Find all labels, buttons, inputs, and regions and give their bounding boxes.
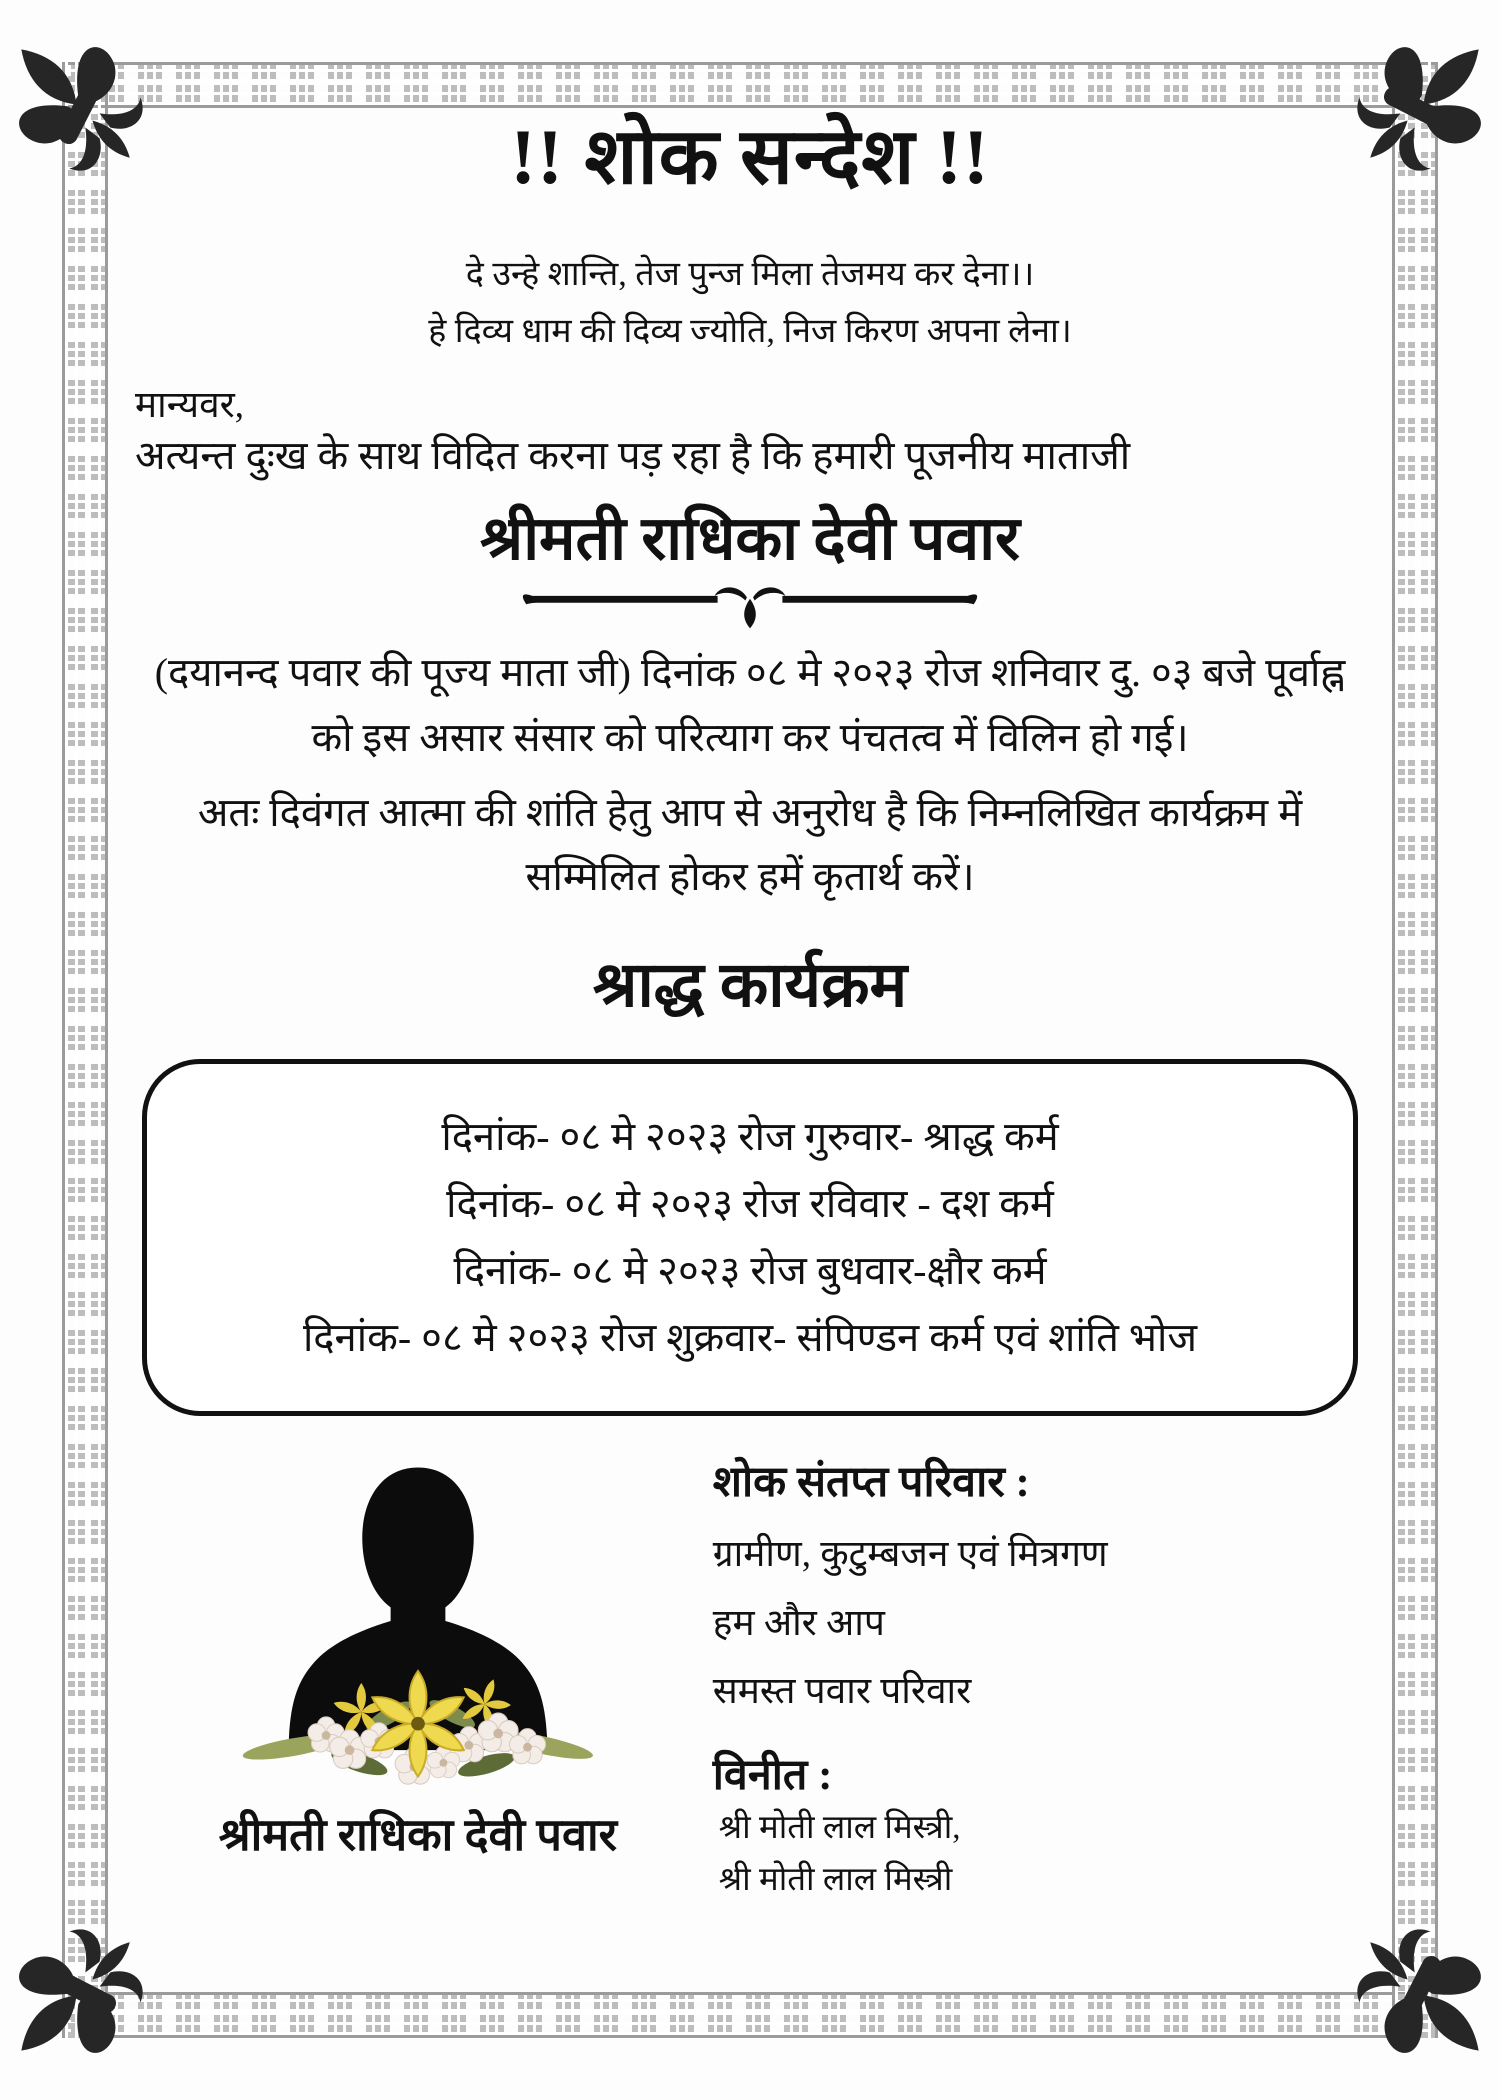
bottom-section — [135, 1450, 1365, 1906]
family-column — [701, 1450, 1365, 1906]
notice-content — [135, 112, 1365, 1955]
program-heading: श्राद्ध कार्यक्रम — [592, 949, 908, 1020]
family-member: समस्त पवार परिवार — [712, 1671, 972, 1713]
portrait-silhouette — [242, 1450, 594, 1796]
decorative-border-top — [62, 62, 1438, 108]
family-heading: शोक संतप्त परिवार : — [712, 1459, 1030, 1507]
regards-heading: विनीत : — [712, 1751, 833, 1799]
program-box — [142, 1059, 1358, 1416]
program-item: दिनांक- ०८ मे २०२३ रोज रविवार - दश कर्म — [446, 1180, 1054, 1226]
family-member: हम और आप — [712, 1602, 885, 1644]
salutation: मान्यवर, — [135, 384, 245, 426]
condolence-verse — [135, 246, 1365, 360]
details-text: (दयानन्द पवार की पूज्य माता जी) दिनांक ०८ मे २०२३ रोज शनिवार दु. ०३ बजे पूर्वाह्न को इस असार संसार को परित्याग कर पंचतत्व में विलिन हो गई। — [154, 650, 1346, 760]
deceased-name: श्रीमती राधिका देवी पवार — [480, 506, 1020, 573]
ornamental-divider — [470, 575, 1030, 629]
program-item: दिनांक- ०८ मे २०२३ रोज गुरुवार- श्राद्ध कर्म — [441, 1114, 1059, 1160]
request-text: अतः दिवंगत आत्मा की शांति हेतु आप से अनुरोध है कि निम्नलिखित कार्यक्रम में सम्मिलित होकर हमें कृतार्थ करें। — [197, 789, 1303, 899]
portrait-caption: श्रीमती राधिका देवी पवार — [218, 1810, 618, 1861]
verse-line: दे उन्हे शान्ति, तेज पुन्ज मिला तेजमय कर देना।। — [465, 255, 1035, 293]
family-member: ग्रामीण, कुटुम्बजन एवं मित्रगण — [712, 1534, 1108, 1576]
intro-text: अत्यन्त दुःख के साथ विदित करना पड़ रहा है कि हमारी पूजनीय माताजी — [135, 433, 1131, 478]
decorative-border-left — [62, 62, 108, 2038]
decorative-border-bottom — [62, 1992, 1438, 2038]
decorative-border-right — [1392, 62, 1438, 2038]
program-item: दिनांक- ०८ मे २०२३ रोज शुक्रवार- संपिण्डन कर्म एवं शांति भोज — [302, 1314, 1198, 1360]
salutation-block — [135, 382, 1365, 482]
portrait-column — [135, 1450, 701, 1906]
page-title: !! शोक सन्देश !! — [510, 113, 990, 200]
regards-name: श्री मोती लाल मिस्त्री, — [718, 1809, 961, 1846]
verse-line: हे दिव्य धाम की दिव्य ज्योति, निज किरण अपना लेना। — [428, 312, 1072, 350]
program-item: दिनांक- ०८ मे २०२३ रोज बुधवार-क्षौर कर्म — [453, 1247, 1047, 1293]
regards-name: श्री मोती लाल मिस्त्री — [718, 1861, 953, 1898]
